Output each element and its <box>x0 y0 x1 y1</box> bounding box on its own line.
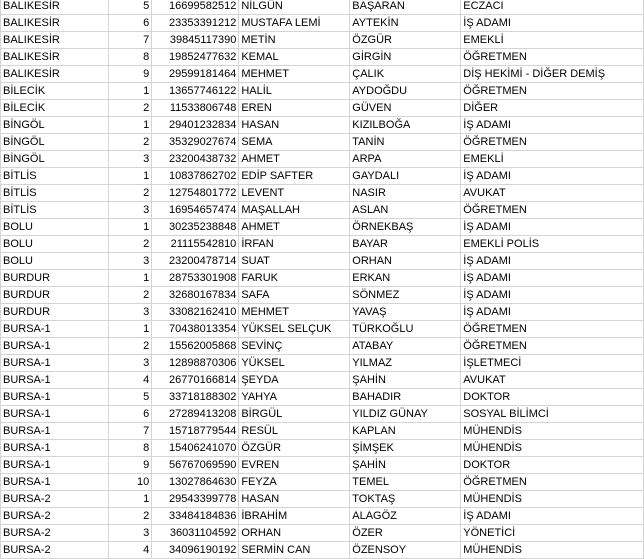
order-cell[interactable]: 1 <box>108 270 151 287</box>
last-name-cell[interactable]: ÖZENSOY <box>350 542 461 559</box>
last-name-cell[interactable]: ŞAHİN <box>350 457 461 474</box>
city-cell[interactable]: BALIKESİR <box>1 32 109 49</box>
table-row <box>1 185 644 202</box>
order-cell[interactable]: 7 <box>108 423 151 440</box>
id-number-cell[interactable]: 56767069590 <box>152 457 239 474</box>
occupation-cell[interactable]: ÖĞRETMEN <box>461 321 644 338</box>
first-name-cell[interactable]: YÜKSEL <box>239 355 350 372</box>
last-name-cell[interactable]: NASIR <box>350 185 461 202</box>
city-cell[interactable]: BURSA-2 <box>1 491 109 508</box>
first-name-cell[interactable]: KEMAL <box>239 49 350 66</box>
city-cell[interactable]: BALIKESİR <box>1 66 109 83</box>
occupation-cell[interactable]: ÖĞRETMEN <box>461 134 644 151</box>
first-name-cell[interactable]: EREN <box>239 100 350 117</box>
occupation-cell[interactable]: DOKTOR <box>461 389 644 406</box>
order-cell[interactable]: 10 <box>108 474 151 491</box>
order-cell[interactable]: 9 <box>108 66 151 83</box>
id-number-cell[interactable]: 28753301908 <box>152 270 239 287</box>
city-cell[interactable]: BİNGÖL <box>1 151 109 168</box>
id-number-cell[interactable]: 19852477632 <box>152 49 239 66</box>
last-name-cell[interactable]: ÖZER <box>350 525 461 542</box>
table-row <box>1 542 644 559</box>
occupation-cell[interactable]: ÖĞRETMEN <box>461 474 644 491</box>
order-cell[interactable]: 1 <box>108 321 151 338</box>
occupation-cell[interactable]: DİŞ HEKİMİ - DİĞER DEMİŞ <box>461 66 644 83</box>
table-row <box>1 100 644 117</box>
order-cell[interactable]: 2 <box>108 185 151 202</box>
last-name-cell[interactable]: TEMEL <box>350 474 461 491</box>
order-cell[interactable]: 2 <box>108 508 151 525</box>
city-cell[interactable]: BURSA-1 <box>1 389 109 406</box>
id-number-cell[interactable]: 29543399778 <box>152 491 239 508</box>
id-number-cell[interactable]: 35329027674 <box>152 134 239 151</box>
occupation-cell[interactable]: ECZACI <box>461 0 644 15</box>
first-name-cell[interactable]: METİN <box>239 32 350 49</box>
city-cell[interactable]: BİTLİS <box>1 185 109 202</box>
occupation-cell[interactable]: İŞ ADAMI <box>461 270 644 287</box>
city-cell[interactable]: BİLECİK <box>1 100 109 117</box>
city-cell[interactable]: BALIKESİR <box>1 49 109 66</box>
first-name-cell[interactable]: HASAN <box>239 117 350 134</box>
table-row <box>1 151 644 168</box>
id-number-cell[interactable]: 36031104592 <box>152 525 239 542</box>
first-name-cell[interactable]: HASAN <box>239 491 350 508</box>
table-row <box>1 440 644 457</box>
table-row <box>1 508 644 525</box>
first-name-cell[interactable]: AHMET <box>239 219 350 236</box>
occupation-cell[interactable]: İŞ ADAMI <box>461 168 644 185</box>
city-cell[interactable]: BİTLİS <box>1 168 109 185</box>
id-number-cell[interactable]: 32680167834 <box>152 287 239 304</box>
first-name-cell[interactable]: MAŞALLAH <box>239 202 350 219</box>
last-name-cell[interactable]: BAYAR <box>350 236 461 253</box>
city-cell[interactable]: BURSA-2 <box>1 508 109 525</box>
first-name-cell[interactable]: SUAT <box>239 253 350 270</box>
first-name-cell[interactable]: SAFA <box>239 287 350 304</box>
id-number-cell[interactable]: 16699582512 <box>152 0 239 15</box>
order-cell[interactable]: 1 <box>108 219 151 236</box>
id-number-cell[interactable]: 11533806748 <box>152 100 239 117</box>
occupation-cell[interactable]: DOKTOR <box>461 457 644 474</box>
first-name-cell[interactable]: İRFAN <box>239 236 350 253</box>
first-name-cell[interactable]: YAHYA <box>239 389 350 406</box>
occupation-cell[interactable]: İŞ ADAMI <box>461 287 644 304</box>
occupation-cell[interactable]: İŞ ADAMI <box>461 508 644 525</box>
last-name-cell[interactable]: ALAGÖZ <box>350 508 461 525</box>
city-cell[interactable]: BOLU <box>1 253 109 270</box>
last-name-cell[interactable]: ŞAHİN <box>350 372 461 389</box>
table-row <box>1 491 644 508</box>
last-name-cell[interactable]: BAŞARAN <box>350 0 461 15</box>
occupation-cell[interactable]: MÜHENDİS <box>461 423 644 440</box>
id-number-cell[interactable]: 12754801772 <box>152 185 239 202</box>
last-name-cell[interactable]: SÖNMEZ <box>350 287 461 304</box>
id-number-cell[interactable]: 16954657474 <box>152 202 239 219</box>
city-cell[interactable]: BİLECİK <box>1 83 109 100</box>
id-number-cell[interactable]: 23200478714 <box>152 253 239 270</box>
first-name-cell[interactable]: HALİL <box>239 83 350 100</box>
id-number-cell[interactable]: 21115542810 <box>152 236 239 253</box>
order-cell[interactable]: 8 <box>108 49 151 66</box>
sheet-body <box>1 0 644 559</box>
table-row <box>1 236 644 253</box>
table-row <box>1 525 644 542</box>
table-row <box>1 355 644 372</box>
city-cell[interactable]: BURSA-1 <box>1 338 109 355</box>
id-number-cell[interactable]: 13657746122 <box>152 83 239 100</box>
city-cell[interactable]: BURSA-1 <box>1 440 109 457</box>
first-name-cell[interactable]: SEMA <box>239 134 350 151</box>
first-name-cell[interactable]: YÜKSEL SELÇUK <box>239 321 350 338</box>
table-row <box>1 83 644 100</box>
first-name-cell[interactable]: SEVİNÇ <box>239 338 350 355</box>
id-number-cell[interactable]: 33484184836 <box>152 508 239 525</box>
last-name-cell[interactable]: ÖZGÜR <box>350 32 461 49</box>
occupation-cell[interactable]: MÜHENDİS <box>461 491 644 508</box>
occupation-cell[interactable]: YÖNETİCİ <box>461 525 644 542</box>
city-cell[interactable]: BURSA-2 <box>1 542 109 559</box>
order-cell[interactable]: 4 <box>108 372 151 389</box>
order-cell[interactable]: 1 <box>108 168 151 185</box>
order-cell[interactable]: 3 <box>108 355 151 372</box>
last-name-cell[interactable]: TÜRKOĞLU <box>350 321 461 338</box>
id-number-cell[interactable]: 70438013354 <box>152 321 239 338</box>
occupation-cell[interactable]: İŞ ADAMI <box>461 304 644 321</box>
order-cell[interactable]: 4 <box>108 542 151 559</box>
city-cell[interactable]: BURSA-1 <box>1 321 109 338</box>
order-cell[interactable]: 1 <box>108 491 151 508</box>
first-name-cell[interactable]: FARUK <box>239 270 350 287</box>
first-name-cell[interactable]: MUSTAFA LEMİ <box>239 15 350 32</box>
last-name-cell[interactable]: ARPA <box>350 151 461 168</box>
order-cell[interactable]: 1 <box>108 83 151 100</box>
order-cell[interactable]: 3 <box>108 202 151 219</box>
last-name-cell[interactable]: KIZILBOĞA <box>350 117 461 134</box>
id-number-cell[interactable]: 12898870306 <box>152 355 239 372</box>
last-name-cell[interactable]: YAVAŞ <box>350 304 461 321</box>
last-name-cell[interactable]: YILDIZ GÜNAY <box>350 406 461 423</box>
table-row <box>1 406 644 423</box>
id-number-cell[interactable]: 26770166814 <box>152 372 239 389</box>
order-cell[interactable]: 6 <box>108 15 151 32</box>
id-number-cell[interactable]: 15562005868 <box>152 338 239 355</box>
table-row <box>1 134 644 151</box>
order-cell[interactable]: 2 <box>108 100 151 117</box>
id-number-cell[interactable]: 29401232834 <box>152 117 239 134</box>
occupation-cell[interactable]: DİĞER <box>461 100 644 117</box>
city-cell[interactable]: BİNGÖL <box>1 117 109 134</box>
city-cell[interactable]: BURSA-1 <box>1 474 109 491</box>
occupation-cell[interactable]: İŞ ADAMI <box>461 219 644 236</box>
id-number-cell[interactable]: 10837862702 <box>152 168 239 185</box>
occupation-cell[interactable]: AVUKAT <box>461 185 644 202</box>
table-row <box>1 423 644 440</box>
first-name-cell[interactable]: NİLGÜN <box>239 0 350 15</box>
first-name-cell[interactable]: RESÜL <box>239 423 350 440</box>
last-name-cell[interactable]: ÖRNEKBAŞ <box>350 219 461 236</box>
occupation-cell[interactable]: EMEKLİ <box>461 32 644 49</box>
table-row <box>1 0 644 15</box>
table-row <box>1 457 644 474</box>
table-row <box>1 117 644 134</box>
occupation-cell[interactable]: MÜHENDİS <box>461 440 644 457</box>
last-name-cell[interactable]: ÇALIK <box>350 66 461 83</box>
order-cell[interactable]: 8 <box>108 440 151 457</box>
city-cell[interactable]: BURSA-1 <box>1 406 109 423</box>
last-name-cell[interactable]: YILMAZ <box>350 355 461 372</box>
order-cell[interactable]: 3 <box>108 253 151 270</box>
city-cell[interactable]: BALIKESİR <box>1 15 109 32</box>
last-name-cell[interactable]: ERKAN <box>350 270 461 287</box>
first-name-cell[interactable]: BİRGÜL <box>239 406 350 423</box>
city-cell[interactable]: BALIKESİR <box>1 0 109 15</box>
id-number-cell[interactable]: 29599181464 <box>152 66 239 83</box>
table-row <box>1 32 644 49</box>
city-cell[interactable]: BOLU <box>1 236 109 253</box>
first-name-cell[interactable]: EDİP SAFTER <box>239 168 350 185</box>
order-cell[interactable]: 2 <box>108 338 151 355</box>
first-name-cell[interactable]: LEVENT <box>239 185 350 202</box>
table-row <box>1 202 644 219</box>
table-row <box>1 253 644 270</box>
order-cell[interactable]: 3 <box>108 525 151 542</box>
last-name-cell[interactable]: GİRGİN <box>350 49 461 66</box>
last-name-cell[interactable]: AYTEKİN <box>350 15 461 32</box>
last-name-cell[interactable]: TANİN <box>350 134 461 151</box>
occupation-cell[interactable]: EMEKLİ POLİS <box>461 236 644 253</box>
id-number-cell[interactable]: 13027864630 <box>152 474 239 491</box>
id-number-cell[interactable]: 15718779544 <box>152 423 239 440</box>
order-cell[interactable]: 1 <box>108 117 151 134</box>
order-cell[interactable]: 2 <box>108 134 151 151</box>
table-row <box>1 15 644 32</box>
first-name-cell[interactable]: İBRAHİM <box>239 508 350 525</box>
id-number-cell[interactable]: 34096190192 <box>152 542 239 559</box>
occupation-cell[interactable]: MÜHENDİS <box>461 542 644 559</box>
last-name-cell[interactable]: GAYDALI <box>350 168 461 185</box>
id-number-cell[interactable]: 33718188302 <box>152 389 239 406</box>
city-cell[interactable]: BOLU <box>1 219 109 236</box>
table-row <box>1 168 644 185</box>
order-cell[interactable]: 5 <box>108 389 151 406</box>
last-name-cell[interactable]: AYDOĞDU <box>350 83 461 100</box>
occupation-cell[interactable]: İŞ ADAMI <box>461 15 644 32</box>
occupation-cell[interactable]: ÖĞRETMEN <box>461 49 644 66</box>
city-cell[interactable]: BİTLİS <box>1 202 109 219</box>
table-row <box>1 270 644 287</box>
city-cell[interactable]: BURSA-2 <box>1 525 109 542</box>
table-row <box>1 321 644 338</box>
last-name-cell[interactable]: BAHADIR <box>350 389 461 406</box>
first-name-cell[interactable]: MEHMET <box>239 304 350 321</box>
order-cell[interactable]: 5 <box>108 0 151 15</box>
last-name-cell[interactable]: KAPLAN <box>350 423 461 440</box>
city-cell[interactable]: BURSA-1 <box>1 457 109 474</box>
table-row <box>1 389 644 406</box>
table-row <box>1 219 644 236</box>
last-name-cell[interactable]: ASLAN <box>350 202 461 219</box>
occupation-cell[interactable]: ÖĞRETMEN <box>461 83 644 100</box>
occupation-cell[interactable]: SOSYAL BİLİMCİ <box>461 406 644 423</box>
city-cell[interactable]: BURSA-1 <box>1 372 109 389</box>
id-number-cell[interactable]: 27289413208 <box>152 406 239 423</box>
order-cell[interactable]: 3 <box>108 151 151 168</box>
first-name-cell[interactable]: ŞEYDA <box>239 372 350 389</box>
occupation-cell[interactable]: EMEKLİ <box>461 151 644 168</box>
first-name-cell[interactable]: SERMİN CAN <box>239 542 350 559</box>
order-cell[interactable]: 7 <box>108 32 151 49</box>
table-row <box>1 287 644 304</box>
first-name-cell[interactable]: AHMET <box>239 151 350 168</box>
city-cell[interactable]: BİNGÖL <box>1 134 109 151</box>
last-name-cell[interactable]: ŞİMŞEK <box>350 440 461 457</box>
id-number-cell[interactable]: 15406241070 <box>152 440 239 457</box>
occupation-cell[interactable]: İŞ ADAMI <box>461 253 644 270</box>
occupation-cell[interactable]: AVUKAT <box>461 372 644 389</box>
occupation-cell[interactable]: ÖĞRETMEN <box>461 338 644 355</box>
last-name-cell[interactable]: GÜVEN <box>350 100 461 117</box>
table-row <box>1 49 644 66</box>
table-row <box>1 338 644 355</box>
order-cell[interactable]: 6 <box>108 406 151 423</box>
city-cell[interactable]: BURDUR <box>1 287 109 304</box>
last-name-cell[interactable]: TOKTAŞ <box>350 491 461 508</box>
table-row <box>1 372 644 389</box>
id-number-cell[interactable]: 33082162410 <box>152 304 239 321</box>
occupation-cell[interactable]: İŞ ADAMI <box>461 117 644 134</box>
first-name-cell[interactable]: EVREN <box>239 457 350 474</box>
first-name-cell[interactable]: FEYZA <box>239 474 350 491</box>
last-name-cell[interactable]: ATABAY <box>350 338 461 355</box>
table-row <box>1 304 644 321</box>
id-number-cell[interactable]: 23353391212 <box>152 15 239 32</box>
first-name-cell[interactable]: ORHAN <box>239 525 350 542</box>
city-cell[interactable]: BURSA-1 <box>1 355 109 372</box>
city-cell[interactable]: BURDUR <box>1 304 109 321</box>
order-cell[interactable]: 2 <box>108 236 151 253</box>
id-number-cell[interactable]: 39845117390 <box>152 32 239 49</box>
city-cell[interactable]: BURSA-1 <box>1 423 109 440</box>
occupation-cell[interactable]: ÖĞRETMEN <box>461 202 644 219</box>
order-cell[interactable]: 9 <box>108 457 151 474</box>
id-number-cell[interactable]: 30235238848 <box>152 219 239 236</box>
last-name-cell[interactable]: ORHAN <box>350 253 461 270</box>
order-cell[interactable]: 2 <box>108 287 151 304</box>
occupation-cell[interactable]: İŞLETMECİ <box>461 355 644 372</box>
table-row <box>1 66 644 83</box>
first-name-cell[interactable]: MEHMET <box>239 66 350 83</box>
order-cell[interactable]: 3 <box>108 304 151 321</box>
id-number-cell[interactable]: 23200438732 <box>152 151 239 168</box>
first-name-cell[interactable]: ÖZGÜR <box>239 440 350 457</box>
table-row <box>1 474 644 491</box>
city-cell[interactable]: BURDUR <box>1 270 109 287</box>
